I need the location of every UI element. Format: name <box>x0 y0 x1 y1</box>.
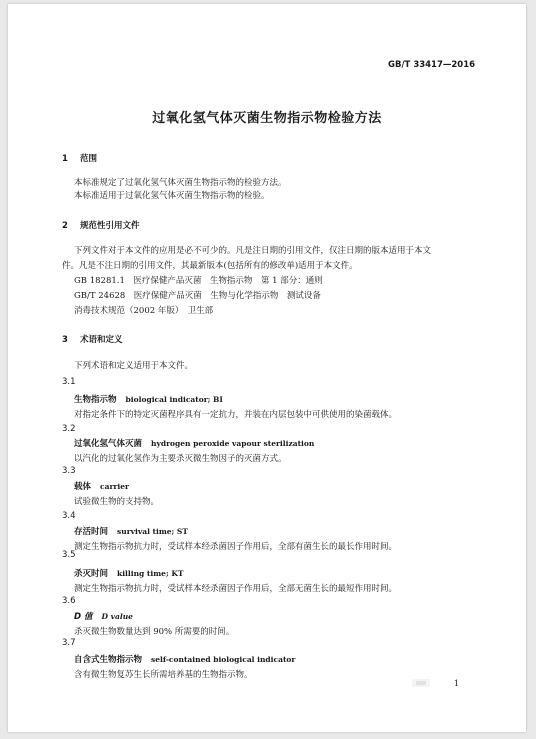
term-title: 自含式生物指示物 self-contained biological indicator <box>74 655 296 665</box>
term-definition: 含有微生物复苏生长所需培养基的生物指示物。 <box>74 670 253 680</box>
term-number: 3.2 <box>62 424 76 434</box>
paragraph: 本标准规定了过氧化氢气体灭菌生物指示物的检验方法。 <box>74 178 287 188</box>
watermark-icon <box>412 679 430 687</box>
page-number: 1 <box>454 679 460 688</box>
reference-item: GB 18281.1 医疗保健产品灭菌 生物指示物 第 1 部分：通则 <box>74 276 323 286</box>
paragraph: 下列文件对于本文件的应用是必不可少的。凡是注日期的引用文件，仅注日期的版本适用于本文 <box>74 246 432 256</box>
section-heading-1: 1 范围 <box>62 154 98 164</box>
reference-item: GB/T 24628 医疗保健产品灭菌 生物与化学指示物 测试设备 <box>74 291 321 301</box>
section-heading-2: 2 规范性引用文件 <box>62 221 140 231</box>
paragraph: 本标准适用于过氧化氢气体灭菌生物指示物的检验。 <box>74 191 270 201</box>
standard-number: GB/T 33417—2016 <box>388 60 476 70</box>
term-number: 3.1 <box>62 377 76 387</box>
document-title: 过氧化氢气体灭菌生物指示物检验方法 <box>152 111 382 126</box>
paragraph: 件。凡是不注日期的引用文件，其最新版本(包括所有的修改单)适用于本文件。 <box>62 261 358 271</box>
term-number: 3.5 <box>62 550 76 560</box>
term-title: 过氧化氢气体灭菌 hydrogen peroxide vapour sterilization <box>74 439 315 449</box>
term-number: 3.3 <box>62 466 76 476</box>
term-title: 存活时间 survival time; ST <box>74 527 188 537</box>
paragraph: 下列术语和定义适用于本文件。 <box>74 361 194 371</box>
reference-item: 消毒技术规范（2002 年版） 卫生部 <box>74 306 214 316</box>
section-heading-3: 3 术语和定义 <box>62 335 123 345</box>
term-title: 载体 carrier <box>74 482 129 492</box>
term-title: 杀灭时间 killing time; KT <box>74 569 184 579</box>
term-definition: 杀灭微生物数量达到 90% 所需要的时间。 <box>74 627 235 637</box>
term-number: 3.4 <box>62 511 76 521</box>
term-number: 3.6 <box>62 596 76 606</box>
term-definition: 测定生物指示物抗力时，受试样本经杀菌因子作用后，全部无菌生长的最短作用时间。 <box>74 584 398 594</box>
term-definition: 试验微生物的支持物。 <box>74 497 160 507</box>
term-title: D 值 D value <box>74 612 133 622</box>
term-definition: 测定生物指示物抗力时，受试样本经杀菌因子作用后，全部有菌生长的最长作用时间。 <box>74 542 398 552</box>
term-title: 生物指示物 biological indicator; BI <box>74 395 223 405</box>
term-definition: 以汽化的过氧化氢作为主要杀灭微生物因子的灭菌方式。 <box>74 454 287 464</box>
document-page <box>8 4 526 732</box>
term-definition: 对指定条件下的特定灭菌程序具有一定抗力，并装在内层包装中可供使用的染菌载体。 <box>74 410 398 420</box>
term-number: 3.7 <box>62 638 76 648</box>
